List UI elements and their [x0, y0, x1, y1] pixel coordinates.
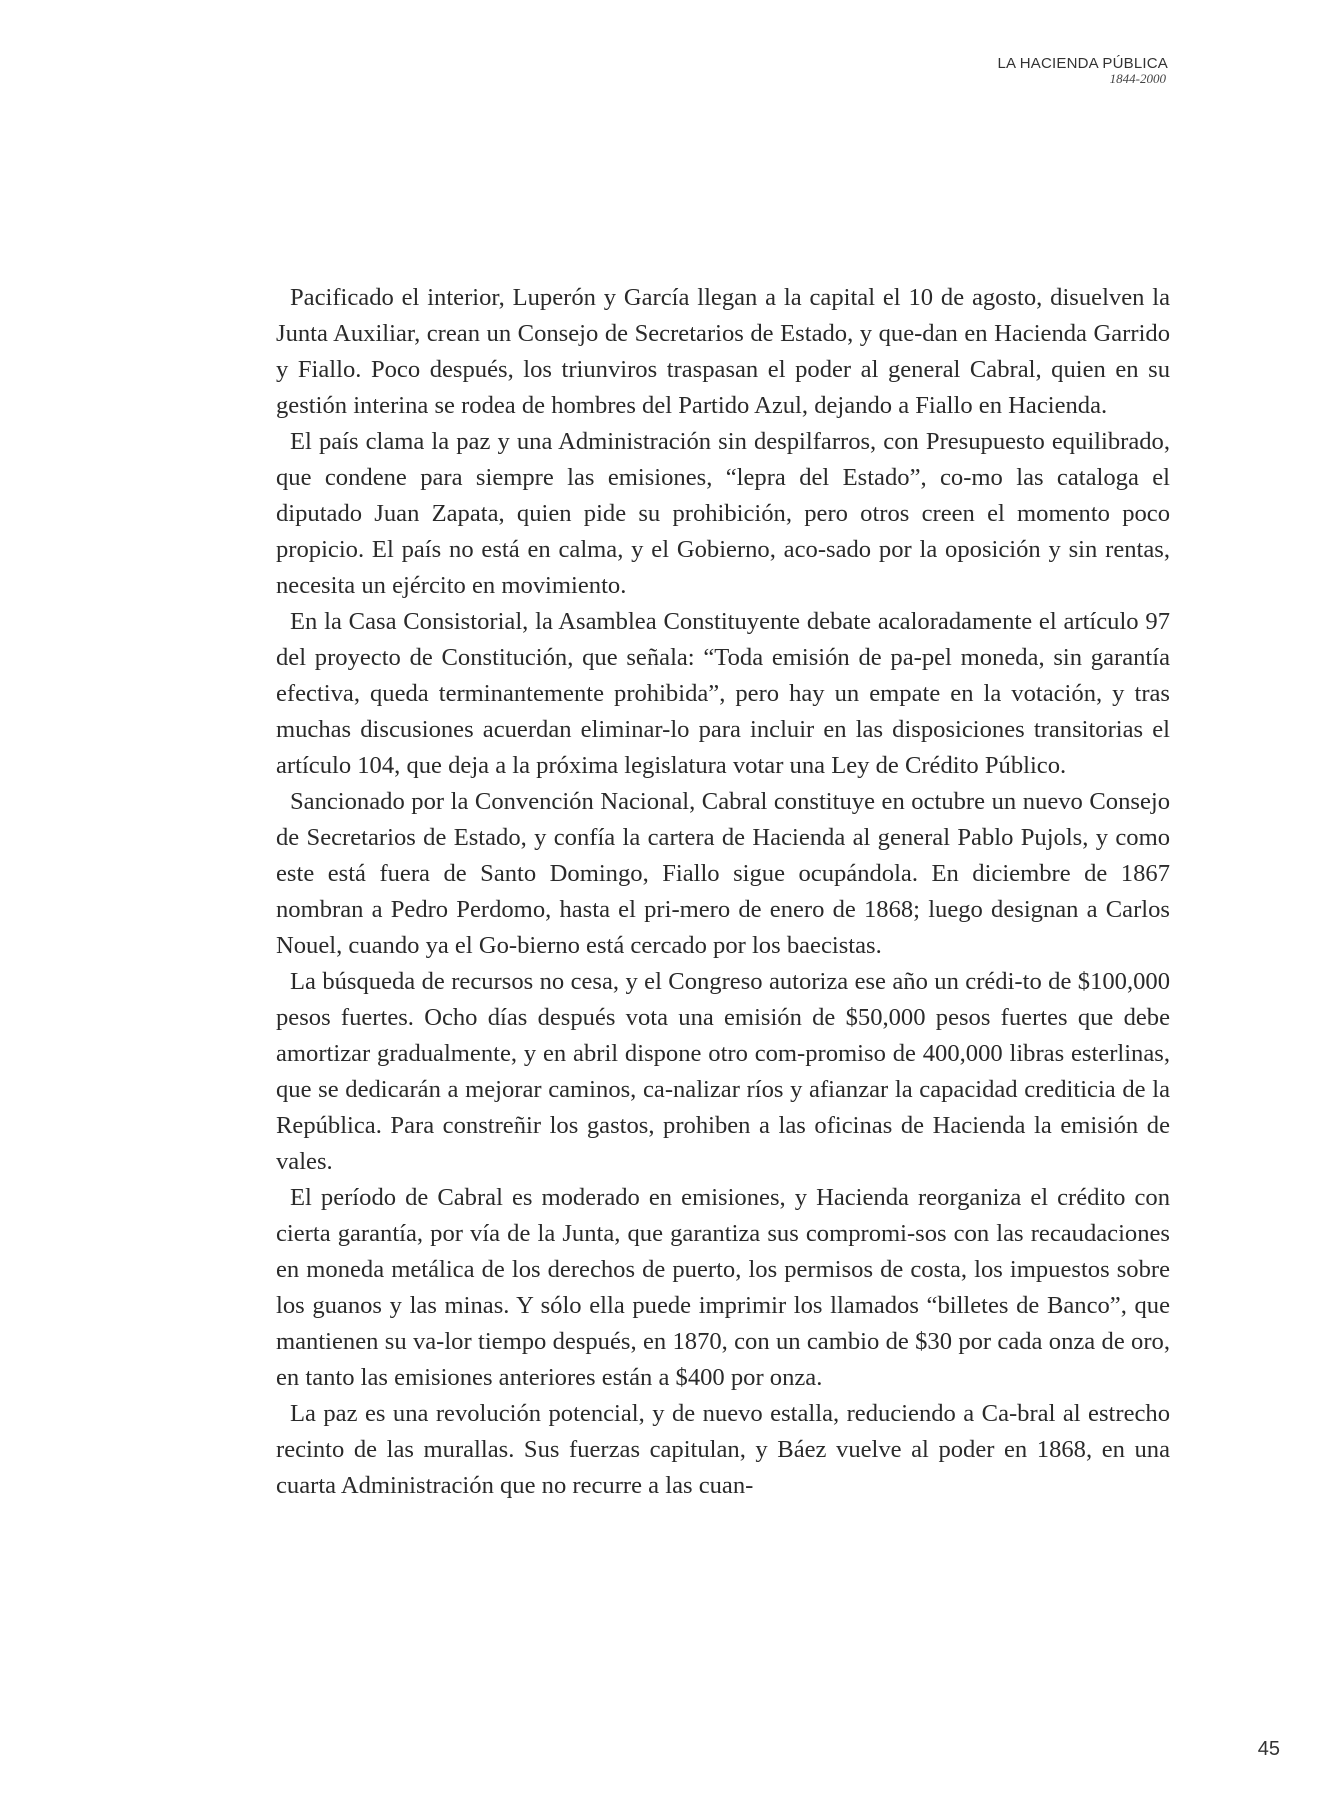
paragraph-1: Pacificado el interior, Luperón y García llegan a la capital el 10 de agosto, disuelven la Junta Auxiliar, crean un Consejo de Secretarios de Estado, y que-dan en Hacienda Garrido y Fiallo. Poco después, los triunviros traspasan el poder al general Cabral, quien en su gestión interina se rodea de hombres del Partido Azul, dejando a Fiallo en Hacienda.	[276, 284, 1170, 419]
paragraph-3: En la Casa Consistorial, la Asamblea Constituyente debate acaloradamente el artículo 97 del proyecto de Constitución, que señala: “Toda emisión de pa-pel moneda, sin garantía efectiva, queda terminantemente prohibida”, pero hay un empate en la votación, y tras muchas discusiones acuerdan eliminar-lo para incluir en las disposiciones transitorias el artículo 104, que deja a la próxima legislatura votar una Ley de Crédito Público.	[276, 608, 1170, 779]
paragraph-2: El país clama la paz y una Administración sin despilfarros, con Presupuesto equilibrado, que condene para siempre las emisiones, “lepra del Estado”, co-mo las cataloga el diputado Juan Zapata, quien pide su prohibición, pero otros creen el momento poco propicio. El país no está en calma, y el Gobierno, aco-sado por la oposición y sin rentas, necesita un ejército en movimiento.	[276, 428, 1170, 599]
paragraph-4: Sancionado por la Convención Nacional, Cabral constituye en octubre un nuevo Consejo de Secretarios de Estado, y confía la cartera de Hacienda al general Pablo Pujols, y como este está fuera de Santo Domingo, Fiallo sigue ocupándola. En diciembre de 1867 nombran a Pedro Perdomo, hasta el pri-mero de enero de 1868; luego designan a Carlos Nouel, cuando ya el Go-bierno está cercado por los baecistas.	[276, 788, 1170, 959]
body-text	[276, 280, 1170, 1504]
running-header-title: LA HACIENDA PÚBLICA	[997, 55, 1168, 72]
paragraph-7: La paz es una revolución potencial, y de nuevo estalla, reduciendo a Ca-bral al estrecho recinto de las murallas. Sus fuerzas capitulan, y Báez vuelve al poder en 1868, en una cuarta Administración que no recurre a las cuan-	[276, 1400, 1170, 1499]
page-number: 45	[1257, 1738, 1280, 1760]
paragraph-6: El período de Cabral es moderado en emisiones, y Hacienda reorganiza el crédito con cierta garantía, por vía de la Junta, que garantiza sus compromi-sos con las recaudaciones en moneda metálica de los derechos de puerto, los permisos de costa, los impuestos sobre los guanos y las minas. Y sólo ella puede imprimir los llamados “billetes de Banco”, que mantienen su va-lor tiempo después, en 1870, con un cambio de $30 por cada onza de oro, en tanto las emisiones anteriores están a $400 por onza.	[276, 1184, 1170, 1391]
running-header	[997, 56, 1168, 85]
paragraph-5: La búsqueda de recursos no cesa, y el Congreso autoriza ese año un crédi-to de $100,000 pesos fuertes. Ocho días después vota una emisión de $50,000 pesos fuertes que debe amortizar gradualmente, y en abril dispone otro com-promiso de 400,000 libras esterlinas, que se dedicarán a mejorar caminos, ca-nalizar ríos y afianzar la capacidad crediticia de la República. Para constreñir los gastos, prohiben a las oficinas de Hacienda la emisión de vales.	[276, 968, 1170, 1175]
running-header-years: 1844-2000	[1109, 71, 1166, 86]
